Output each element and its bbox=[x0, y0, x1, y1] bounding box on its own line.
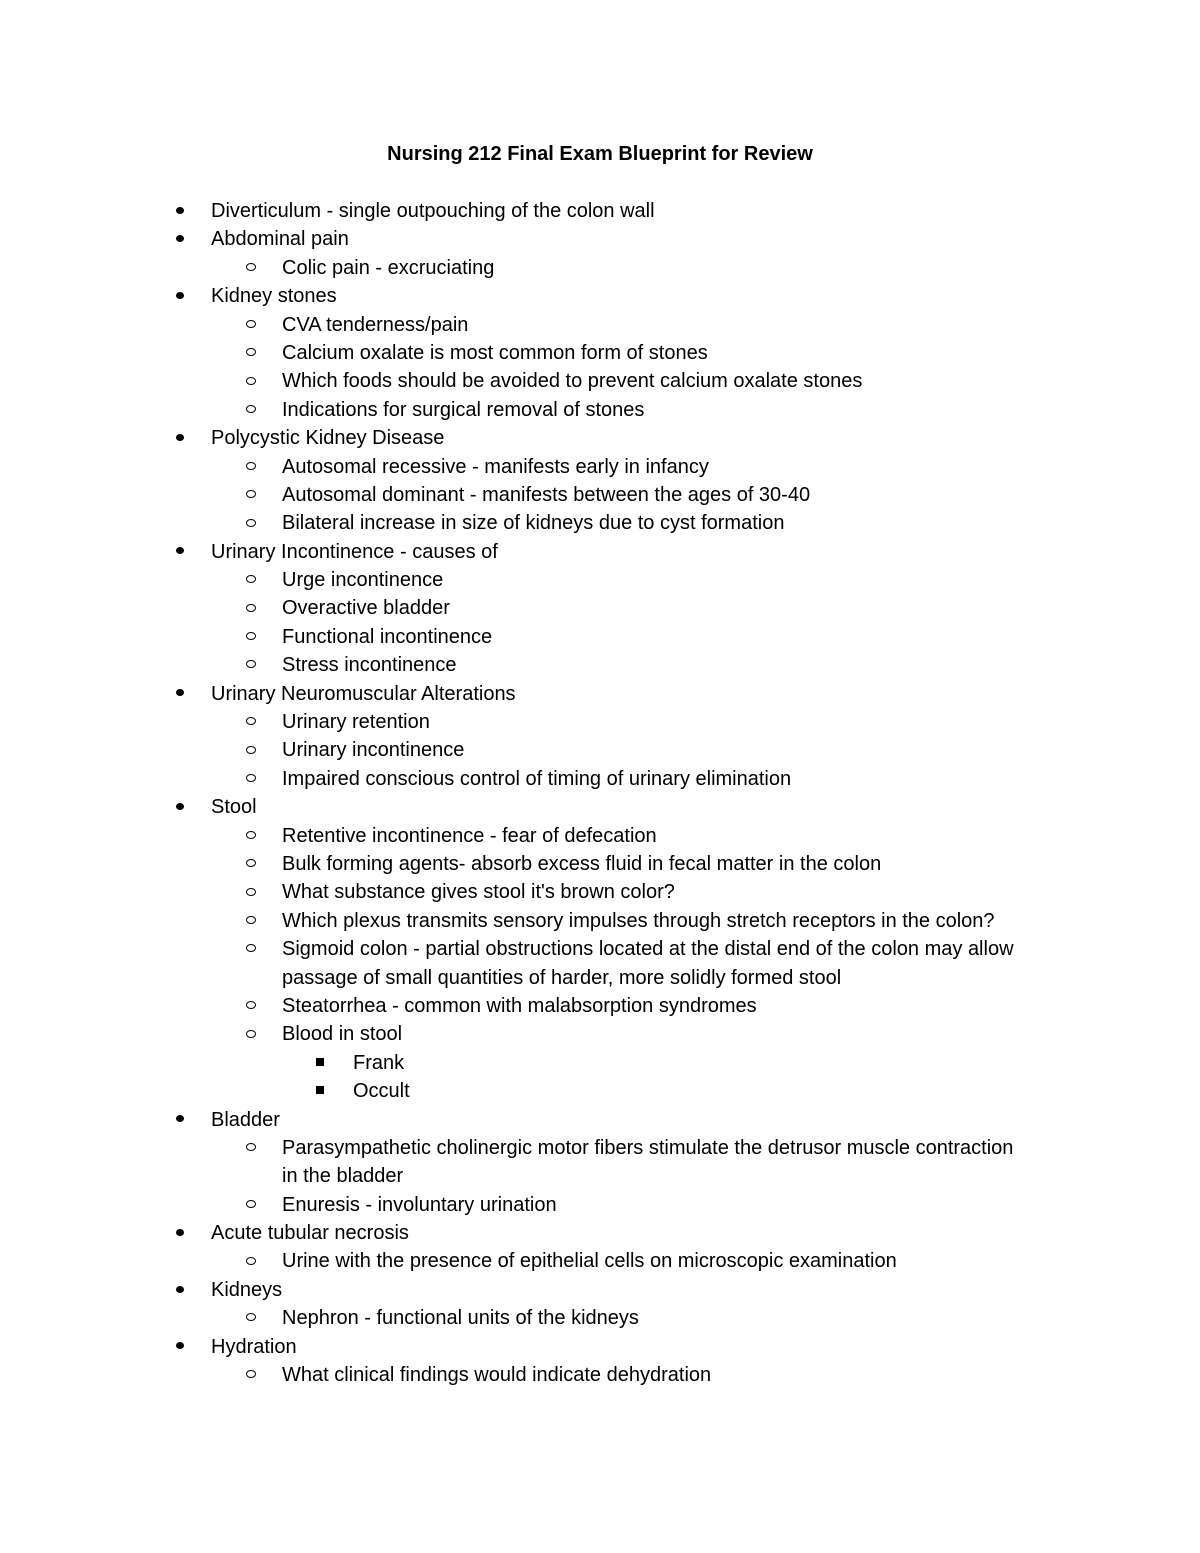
bullet-marker bbox=[316, 1049, 330, 1077]
bullet-marker bbox=[246, 765, 260, 793]
bullet-marker bbox=[176, 1106, 190, 1134]
list-item-level-0 bbox=[0, 538, 1200, 566]
list-item-text: Indications for surgical removal of stones bbox=[282, 398, 645, 421]
bullet-marker bbox=[176, 538, 190, 566]
list-item-level-1 bbox=[0, 311, 1200, 339]
list-item-text: Kidney stones bbox=[211, 285, 337, 308]
bullet-marker bbox=[246, 651, 260, 679]
list-item-level-1 bbox=[0, 481, 1200, 509]
list-item-text: Retentive incontinence - fear of defecation bbox=[282, 824, 657, 847]
bullet-marker bbox=[246, 311, 260, 339]
list-item-text: Urinary Neuromuscular Alterations bbox=[211, 682, 516, 705]
list-item-text: Steatorrhea - common with malabsorption syndromes bbox=[282, 994, 757, 1017]
square-bullet-icon bbox=[316, 1086, 324, 1094]
list-item-level-1 bbox=[0, 850, 1200, 878]
list-item-text: What substance gives stool it's brown color? bbox=[282, 881, 675, 904]
bullet-marker bbox=[246, 907, 260, 935]
bullet-marker bbox=[246, 396, 260, 424]
list-item-text: Abdominal pain bbox=[211, 228, 349, 251]
list-item-level-0 bbox=[0, 680, 1200, 708]
filled-bullet-icon bbox=[176, 547, 184, 554]
hollow-bullet-icon bbox=[246, 263, 256, 271]
hollow-bullet-icon bbox=[246, 746, 256, 754]
list-item-text: Impaired conscious control of timing of urinary elimination bbox=[282, 767, 792, 790]
list-item-level-0 bbox=[0, 1276, 1200, 1304]
list-item-text: Overactive bladder bbox=[282, 597, 450, 620]
bullet-marker bbox=[246, 566, 260, 594]
bullet-marker bbox=[176, 1333, 190, 1361]
filled-bullet-icon bbox=[176, 207, 184, 214]
hollow-bullet-icon bbox=[246, 519, 256, 527]
bullet-marker bbox=[246, 822, 260, 850]
hollow-bullet-icon bbox=[246, 944, 256, 952]
list-item-level-1 bbox=[0, 992, 1200, 1020]
bullet-marker bbox=[246, 1304, 260, 1332]
list-item-level-1 bbox=[0, 1361, 1200, 1389]
list-item-text: Functional incontinence bbox=[282, 625, 493, 648]
filled-bullet-icon bbox=[176, 803, 184, 810]
list-item-text: Nephron - functional units of the kidneys bbox=[282, 1307, 639, 1330]
list-item-text: Acute tubular necrosis bbox=[211, 1222, 409, 1245]
list-item-level-0 bbox=[0, 1219, 1200, 1247]
hollow-bullet-icon bbox=[246, 1200, 256, 1208]
list-item-text: Bladder bbox=[211, 1108, 280, 1131]
list-item-text: Autosomal dominant - manifests between the ages of 30-40 bbox=[282, 483, 811, 506]
list-item-text: Urine with the presence of epithelial cells on microscopic examination bbox=[282, 1250, 897, 1273]
hollow-bullet-icon bbox=[246, 916, 256, 924]
bullet-marker bbox=[176, 197, 190, 225]
bullet-marker bbox=[246, 1020, 260, 1048]
bullet-marker bbox=[176, 680, 190, 708]
list-item-text: Bulk forming agents- absorb excess fluid in fecal matter in the colon bbox=[282, 852, 882, 875]
page-title: Nursing 212 Final Exam Blueprint for Review bbox=[387, 143, 813, 165]
hollow-bullet-icon bbox=[246, 320, 256, 328]
list-item-text: CVA tenderness/pain bbox=[282, 313, 469, 336]
list-item-text: What clinical findings would indicate dehydration bbox=[282, 1364, 712, 1387]
list-item-level-1 bbox=[0, 1134, 1200, 1191]
hollow-bullet-icon bbox=[246, 717, 256, 725]
bullet-marker bbox=[246, 339, 260, 367]
filled-bullet-icon bbox=[176, 235, 184, 242]
list-item-level-0 bbox=[0, 793, 1200, 821]
filled-bullet-icon bbox=[176, 1286, 184, 1293]
list-item-text: Parasympathetic cholinergic motor fibers stimulate the detrusor muscle contraction in the bladder bbox=[282, 1136, 1014, 1188]
list-item-level-0 bbox=[0, 197, 1200, 225]
bullet-marker bbox=[246, 992, 260, 1020]
bullet-marker bbox=[176, 793, 190, 821]
hollow-bullet-icon bbox=[246, 660, 256, 668]
hollow-bullet-icon bbox=[246, 575, 256, 583]
bullet-marker bbox=[246, 736, 260, 764]
filled-bullet-icon bbox=[176, 292, 184, 299]
bullet-marker bbox=[246, 254, 260, 282]
hollow-bullet-icon bbox=[246, 462, 256, 470]
list-item-text: Urinary incontinence bbox=[282, 739, 465, 762]
bullet-outline bbox=[0, 197, 1200, 1389]
bullet-marker bbox=[176, 225, 190, 253]
filled-bullet-icon bbox=[176, 1229, 184, 1236]
list-item-level-1 bbox=[0, 708, 1200, 736]
list-item-text: Which foods should be avoided to prevent calcium oxalate stones bbox=[282, 370, 863, 393]
hollow-bullet-icon bbox=[246, 1143, 256, 1151]
bullet-marker bbox=[246, 367, 260, 395]
hollow-bullet-icon bbox=[246, 377, 256, 385]
filled-bullet-icon bbox=[176, 434, 184, 441]
list-item-level-1 bbox=[0, 1247, 1200, 1275]
bullet-marker bbox=[246, 509, 260, 537]
bullet-marker bbox=[176, 1276, 190, 1304]
list-item-text: Hydration bbox=[211, 1335, 297, 1358]
hollow-bullet-icon bbox=[246, 888, 256, 896]
hollow-bullet-icon bbox=[246, 490, 256, 498]
list-item-level-1 bbox=[0, 651, 1200, 679]
list-item-level-1 bbox=[0, 736, 1200, 764]
hollow-bullet-icon bbox=[246, 1001, 256, 1009]
list-item-text: Urinary Incontinence - causes of bbox=[211, 540, 498, 563]
list-item-level-1 bbox=[0, 878, 1200, 906]
bullet-marker bbox=[246, 1134, 260, 1162]
hollow-bullet-icon bbox=[246, 405, 256, 413]
bullet-marker bbox=[246, 481, 260, 509]
filled-bullet-icon bbox=[176, 1115, 184, 1122]
list-item-text: Occult bbox=[353, 1080, 410, 1103]
list-item-text: Frank bbox=[353, 1051, 405, 1074]
hollow-bullet-icon bbox=[246, 604, 256, 612]
list-item-text: Colic pain - excruciating bbox=[282, 256, 495, 279]
list-item-level-1 bbox=[0, 765, 1200, 793]
hollow-bullet-icon bbox=[246, 1257, 256, 1265]
list-item-level-0 bbox=[0, 1333, 1200, 1361]
hollow-bullet-icon bbox=[246, 632, 256, 640]
bullet-marker bbox=[246, 850, 260, 878]
list-item-text: Enuresis - involuntary urination bbox=[282, 1193, 557, 1216]
bullet-marker bbox=[176, 282, 190, 310]
list-item-level-2 bbox=[0, 1049, 1200, 1077]
hollow-bullet-icon bbox=[246, 859, 256, 867]
list-item-text: Bilateral increase in size of kidneys due to cyst formation bbox=[282, 512, 785, 535]
list-item-text: Blood in stool bbox=[282, 1023, 403, 1046]
bullet-marker bbox=[246, 1361, 260, 1389]
hollow-bullet-icon bbox=[246, 1313, 256, 1321]
list-item-level-1 bbox=[0, 453, 1200, 481]
list-item-level-1 bbox=[0, 822, 1200, 850]
bullet-marker bbox=[176, 424, 190, 452]
list-item-text: Sigmoid colon - partial obstructions located at the distal end of the colon may allow passage of small quantities of harder, more solidly formed stool bbox=[282, 938, 1014, 989]
bullet-marker bbox=[246, 594, 260, 622]
list-item-level-1 bbox=[0, 1020, 1200, 1048]
list-item-text: Autosomal recessive - manifests early in infancy bbox=[282, 455, 709, 478]
bullet-marker bbox=[246, 1191, 260, 1219]
hollow-bullet-icon bbox=[246, 831, 256, 839]
bullet-marker bbox=[246, 708, 260, 736]
list-item-text: Urge incontinence bbox=[282, 569, 444, 592]
list-item-text: Urinary retention bbox=[282, 711, 430, 734]
hollow-bullet-icon bbox=[246, 1370, 256, 1378]
list-item-level-1 bbox=[0, 566, 1200, 594]
list-item-text: Polycystic Kidney Disease bbox=[211, 427, 445, 450]
list-item-text: Calcium oxalate is most common form of stones bbox=[282, 341, 708, 364]
hollow-bullet-icon bbox=[246, 348, 256, 356]
list-item-level-1 bbox=[0, 594, 1200, 622]
bullet-marker bbox=[246, 453, 260, 481]
bullet-marker bbox=[316, 1077, 330, 1105]
list-item-text: Stool bbox=[211, 796, 257, 819]
list-item-level-0 bbox=[0, 424, 1200, 452]
filled-bullet-icon bbox=[176, 689, 184, 696]
list-item-level-1 bbox=[0, 1191, 1200, 1219]
bullet-marker bbox=[176, 1219, 190, 1247]
list-item-text: Which plexus transmits sensory impulses through stretch receptors in the colon? bbox=[282, 909, 995, 932]
bullet-marker bbox=[246, 878, 260, 906]
bullet-marker bbox=[246, 623, 260, 651]
list-item-level-1 bbox=[0, 935, 1200, 992]
list-item-text: Diverticulum - single outpouching of the colon wall bbox=[211, 200, 655, 222]
hollow-bullet-icon bbox=[246, 1030, 256, 1038]
list-item-level-1 bbox=[0, 254, 1200, 282]
list-item-level-0 bbox=[0, 225, 1200, 253]
list-item-level-1 bbox=[0, 623, 1200, 651]
list-item-level-1 bbox=[0, 907, 1200, 935]
list-item-level-1 bbox=[0, 367, 1200, 395]
bullet-marker bbox=[246, 1247, 260, 1275]
bullet-marker bbox=[246, 935, 260, 963]
square-bullet-icon bbox=[316, 1058, 324, 1066]
list-item-text: Kidneys bbox=[211, 1278, 283, 1301]
list-item-level-0 bbox=[0, 282, 1200, 310]
list-item-level-1 bbox=[0, 339, 1200, 367]
hollow-bullet-icon bbox=[246, 774, 256, 782]
list-item-text: Stress incontinence bbox=[282, 654, 457, 677]
list-item-level-0 bbox=[0, 1106, 1200, 1134]
list-item-level-1 bbox=[0, 509, 1200, 537]
list-item-level-1 bbox=[0, 396, 1200, 424]
list-item-level-1 bbox=[0, 1304, 1200, 1332]
list-item-level-2 bbox=[0, 1077, 1200, 1105]
filled-bullet-icon bbox=[176, 1342, 184, 1349]
